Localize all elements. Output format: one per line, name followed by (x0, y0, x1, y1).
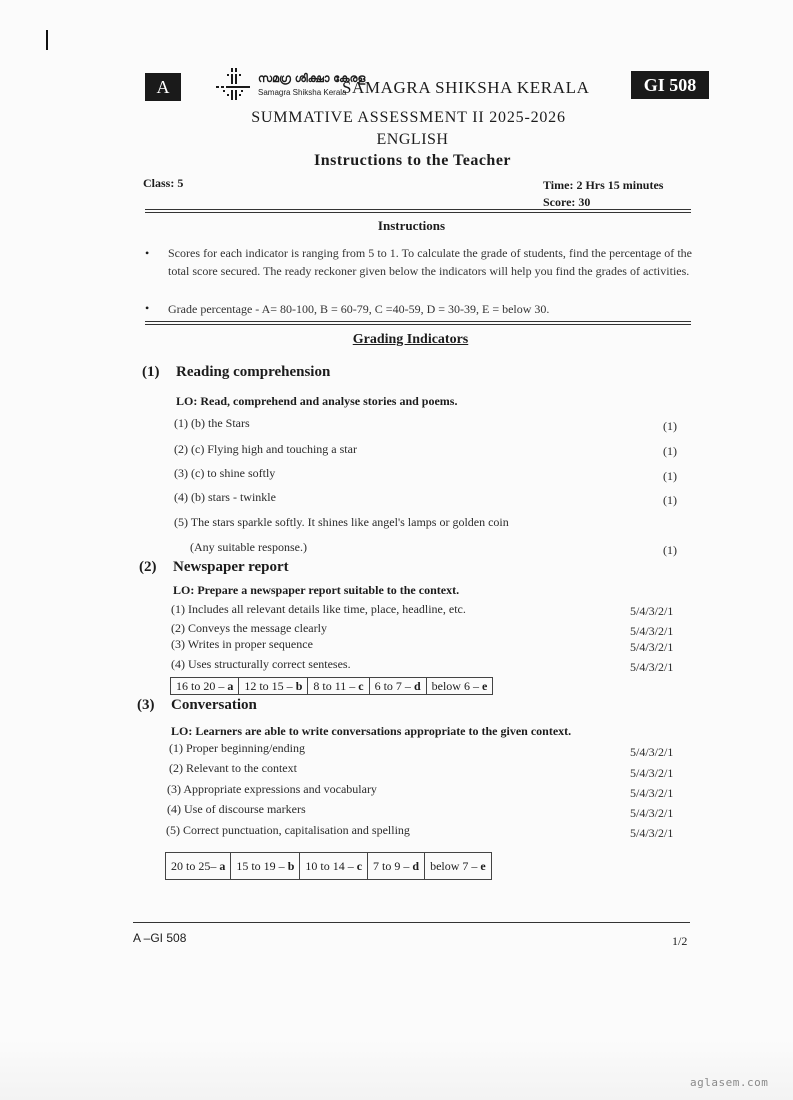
grade-table (170, 677, 493, 695)
logo-english-text: Samagra Shiksha Kerala (258, 88, 347, 97)
indicator-item: (5) Correct punctuation, capitalisation and spelling (166, 823, 410, 837)
bullet-icon: • (145, 301, 150, 315)
grade-cell: 8 to 11 – c (308, 678, 369, 695)
indicator-score: 5/4/3/2/1 (630, 766, 674, 780)
indicator-score: 5/4/3/2/1 (630, 660, 674, 674)
grading-indicators-heading: Grading Indicators (352, 332, 469, 347)
bullet-icon: • (145, 246, 150, 260)
grade-cell: below 6 – e (426, 678, 493, 695)
learning-outcome: LO: Read, comprehend and analyse stories and poems. (176, 394, 458, 408)
section-number: (3) (137, 697, 155, 713)
instructions-heading: Instructions (377, 218, 446, 233)
logo-malayalam-text: സമഗ്ര ശിക്ഷാ കേരള (258, 72, 366, 85)
answer-item: (1) (b) the Stars (174, 416, 250, 430)
section-title: Conversation (171, 697, 257, 713)
page-number: 1/2 (672, 934, 688, 948)
item-score: (1) (663, 419, 677, 433)
indicator-item: (4) Uses structurally correct senteses. (171, 657, 351, 671)
indicator-item: (3) Appropriate expressions and vocabulary (167, 782, 377, 796)
indicator-item: (4) Use of discourse markers (167, 802, 306, 816)
grade-cell: 16 to 20 – a (171, 678, 239, 695)
samagra-logo-icon (214, 68, 252, 102)
margin-mark (46, 30, 48, 50)
answer-item: (Any suitable response.) (190, 540, 307, 554)
indicator-score: 5/4/3/2/1 (630, 624, 674, 638)
learning-outcome: LO: Learners are able to write conversations appropriate to the given context. (171, 724, 572, 738)
grade-cell: 15 to 19 – b (231, 853, 300, 880)
answer-item: (2) (c) Flying high and touching a star (174, 442, 357, 456)
score-label: Score: 30 (543, 195, 591, 209)
document-title: Instructions to the Teacher (313, 152, 512, 169)
grade-cell: 10 to 14 – c (300, 853, 368, 880)
divider (145, 209, 691, 210)
grade-cell: 7 to 9 – d (368, 853, 425, 880)
footer-divider (133, 922, 690, 923)
divider (145, 321, 691, 322)
indicator-item: (1) Proper beginning/ending (169, 741, 305, 755)
indicator-item: (2) Relevant to the context (169, 761, 297, 775)
class-label: Class: 5 (143, 176, 184, 190)
section-number: (1) (142, 364, 160, 380)
instruction-text: Scores for each indicator is ranging from 5 to 1. To calculate the grade of students, find the percentage of the total score secured. The ready reckoner given below the indicators will help you find the grades of activities. (168, 246, 692, 278)
indicator-item: (1) Includes all relevant details like time, place, headline, etc. (171, 602, 466, 616)
exam-title: SUMMATIVE ASSESSMENT II 2025-2026 (251, 109, 566, 126)
item-score: (1) (663, 493, 677, 507)
time-label: Time: 2 Hrs 15 minutes (543, 178, 664, 192)
answer-item: (5) The stars sparkle softly. It shines like angel's lamps or golden coin (174, 515, 509, 529)
indicator-score: 5/4/3/2/1 (630, 826, 674, 840)
watermark: aglasem.com (690, 1076, 769, 1089)
item-score: (1) (663, 543, 677, 557)
grade-table (165, 852, 492, 880)
divider (145, 324, 691, 325)
subject-title: ENGLISH (376, 131, 449, 148)
answer-item: (4) (b) stars - twinkle (174, 490, 276, 504)
grade-cell: below 7 – e (425, 853, 492, 880)
answer-item: (3) (c) to shine softly (174, 466, 276, 480)
instruction-text: Grade percentage - A= 80-100, B = 60-79, C =40-59, D = 30-39, E = below 30. (168, 302, 550, 316)
indicator-score: 5/4/3/2/1 (630, 745, 674, 759)
grade-cell: 20 to 25– a (166, 853, 231, 880)
item-score: (1) (663, 444, 677, 458)
indicator-score: 5/4/3/2/1 (630, 604, 674, 618)
section-number: (2) (139, 559, 157, 575)
footer-code: A –GI 508 (133, 931, 187, 945)
scan-shadow (0, 1040, 793, 1100)
learning-outcome: LO: Prepare a newspaper report suitable to the context. (173, 583, 460, 597)
organisation-name: SAMAGRA SHIKSHA KERALA (342, 78, 590, 97)
indicator-score: 5/4/3/2/1 (630, 786, 674, 800)
section-title: Newspaper report (173, 559, 289, 575)
grade-cell: 6 to 7 – d (369, 678, 426, 695)
section-title: Reading comprehension (176, 364, 331, 380)
divider (145, 212, 691, 213)
indicator-item: (2) Conveys the message clearly (171, 621, 327, 635)
set-code-box: A (145, 73, 181, 101)
indicator-score: 5/4/3/2/1 (630, 640, 674, 654)
indicator-item: (3) Writes in proper sequence (171, 637, 313, 651)
indicator-score: 5/4/3/2/1 (630, 806, 674, 820)
grade-cell: 12 to 15 – b (239, 678, 308, 695)
paper-code-badge: GI 508 (631, 71, 709, 99)
item-score: (1) (663, 469, 677, 483)
